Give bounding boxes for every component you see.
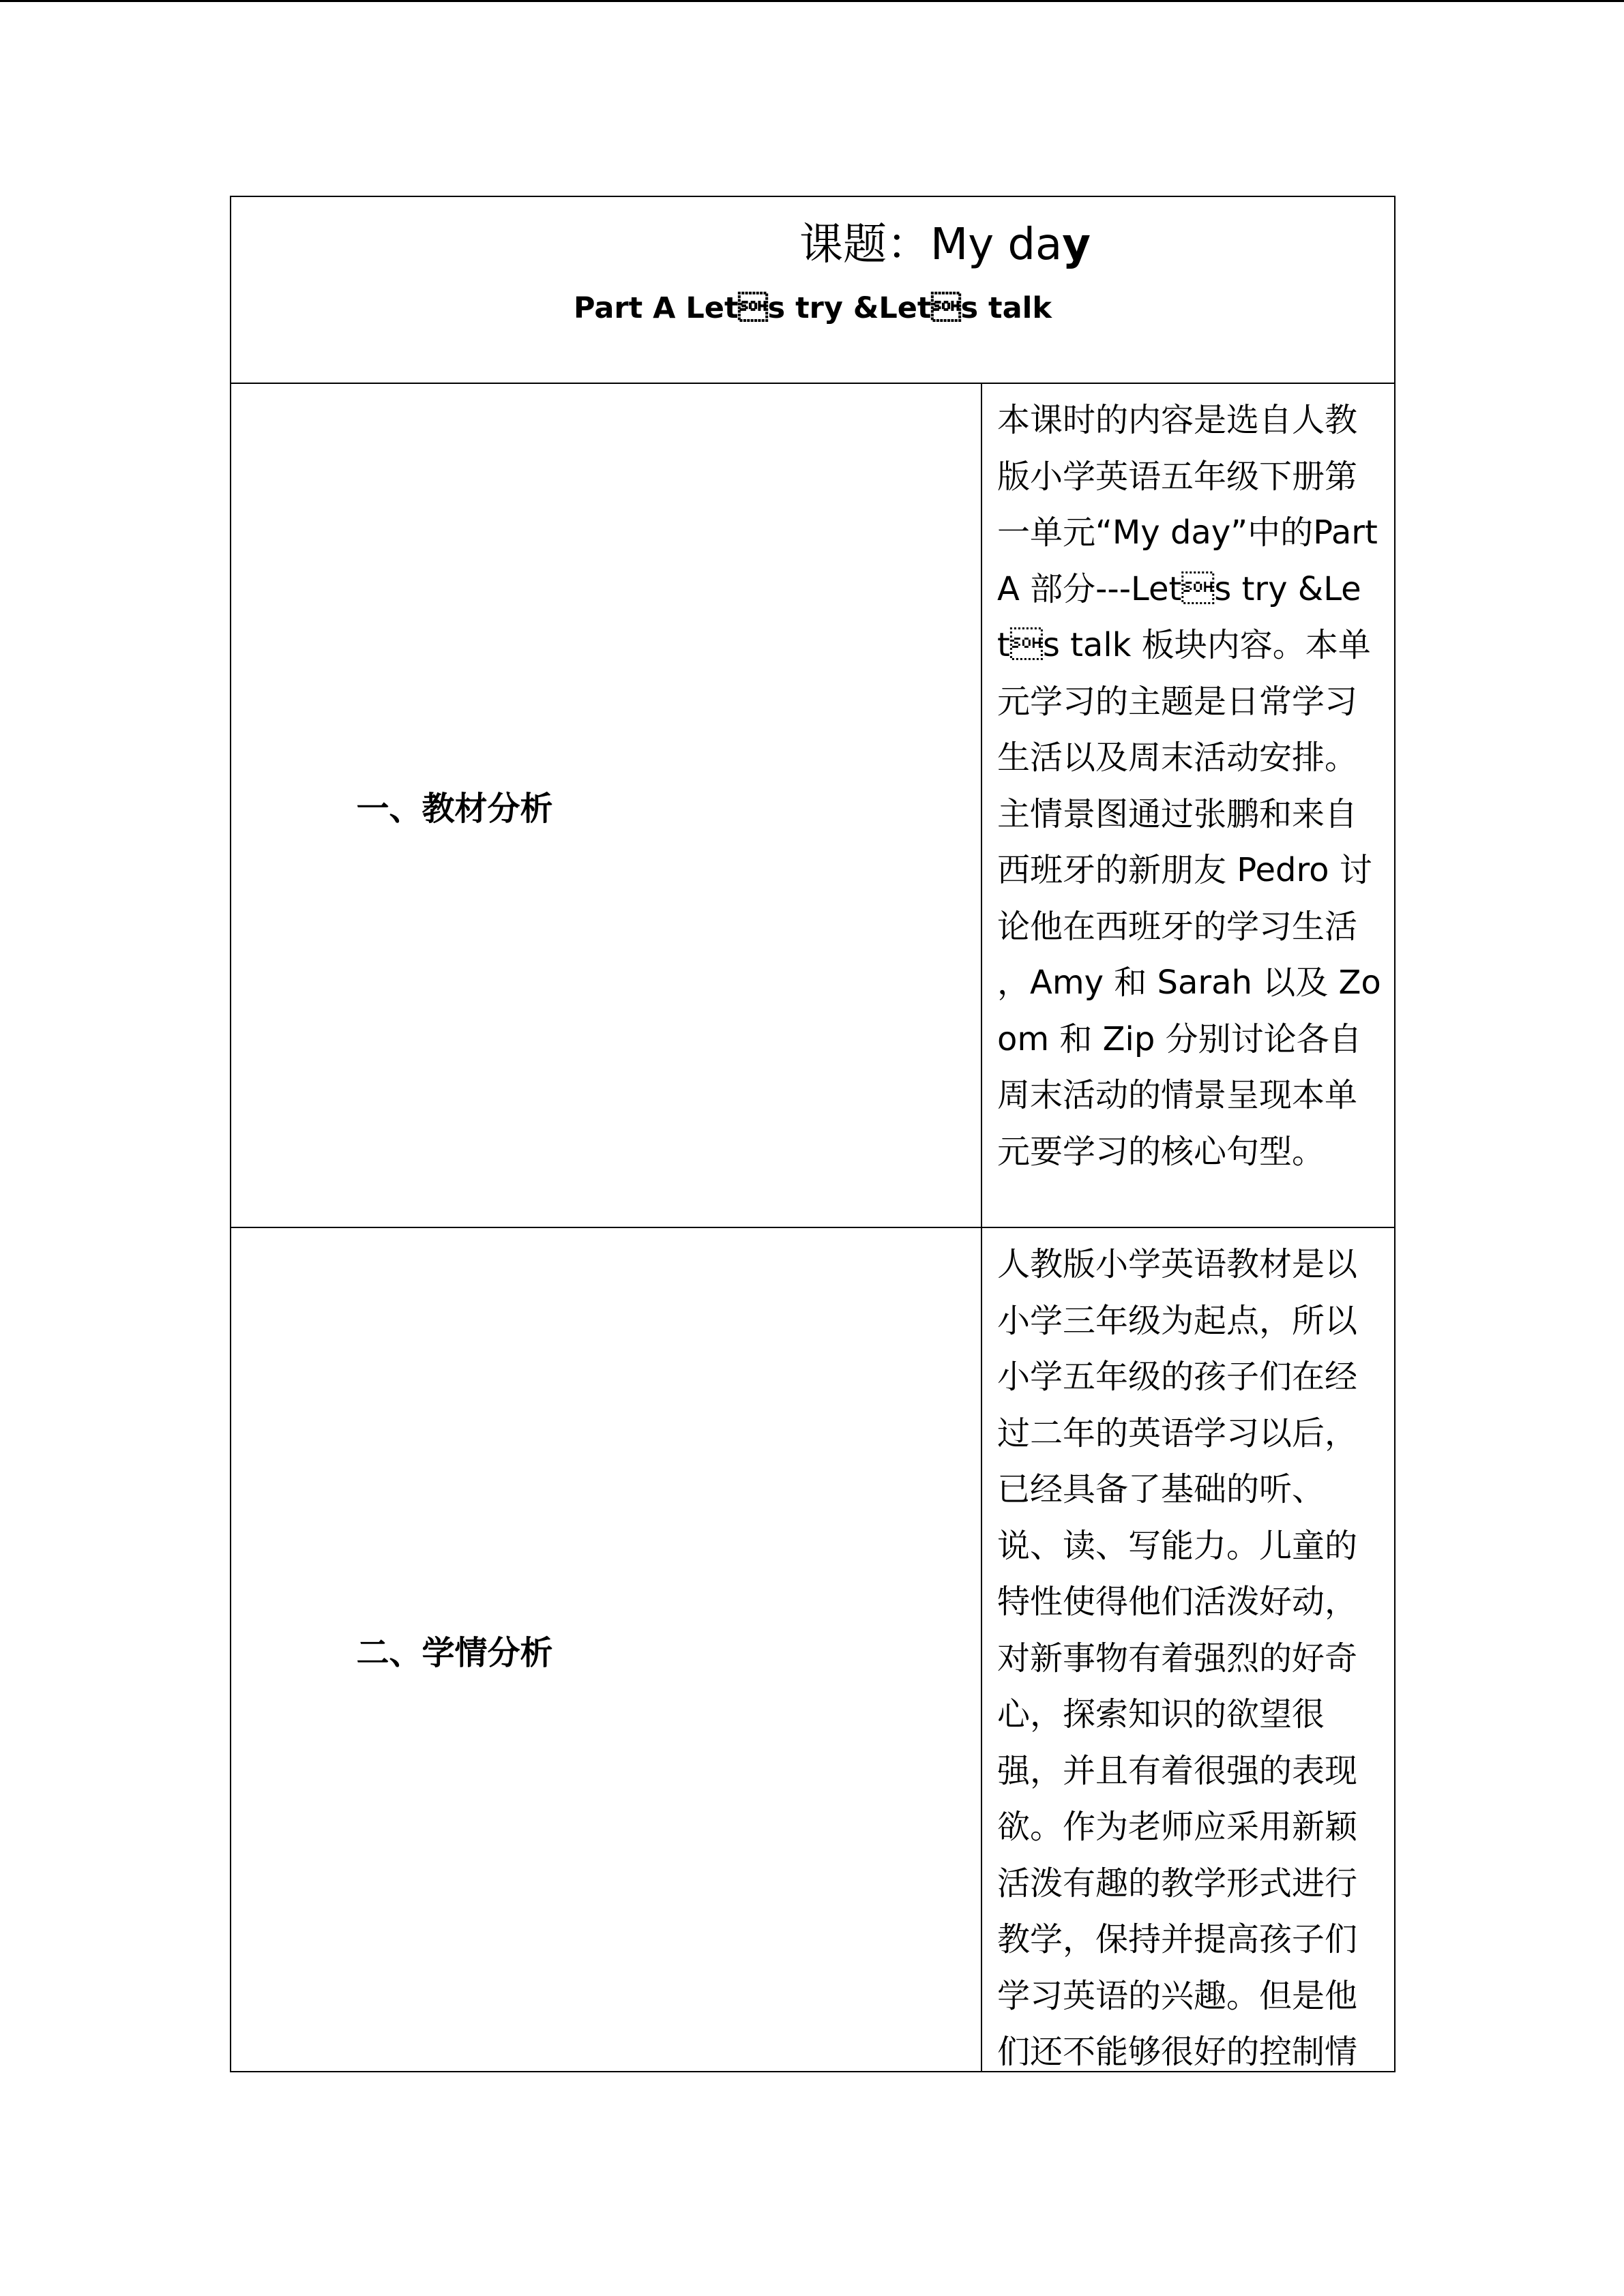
section-label-textbook-analysis: 一、教材分析 (356, 789, 553, 828)
section-label-cell (231, 1227, 981, 2072)
lesson-title-last-letter: y (1062, 220, 1091, 270)
section-label-student-analysis: 二、学情分析 (356, 1633, 553, 1672)
title-cell (231, 196, 1395, 383)
section-content-cell (981, 383, 1395, 1227)
lesson-title-prefix: 课题：My da (799, 220, 1063, 270)
table-row (231, 383, 1395, 1227)
table-row (231, 1227, 1395, 2072)
lesson-plan-table (230, 196, 1396, 2072)
page-top-border (0, 0, 1624, 2)
title-row (231, 196, 1395, 383)
section-content-student-analysis: 人教版小学英语教材是以小学三年级为起点，所以小学五年级的孩子们在经过二年的英语学习以后，已经具备了基础的听、说、读、写能力。儿童的特性使得他们活泼好动，对新事物有着强烈的好奇心，探索知识的欲望很强，并且有着很强的表现欲。作为老师应采用新颖活泼有趣的教学形式进行教学，保持并提高孩子们学习英语的兴趣。但是他们还不能够很好的控制情 (997, 1245, 1358, 2071)
section-content-textbook-analysis: 本课时的内容是选自人教版小学英语五年级下册第一单元“My day”中的Part A 部分---Lets try &Lets talk 板块内容。本单元学习的主题是日常学习生活以及周末活动安排。主情景图通过张鹏和来自西班牙的新朋友 Pedro 讨论他在西班牙的学习生活 ，Amy 和 Sarah 以及 Zoom 和 Zip 分别讨论各自周末活动的情景呈现本单元要学习的核心句型。 (997, 401, 1381, 1171)
section-content-cell (981, 1227, 1395, 2072)
section-label-cell (231, 383, 981, 1227)
lesson-title (231, 211, 1091, 279)
lesson-subtitle: Part A Lets try &Lets talk (574, 291, 1052, 325)
